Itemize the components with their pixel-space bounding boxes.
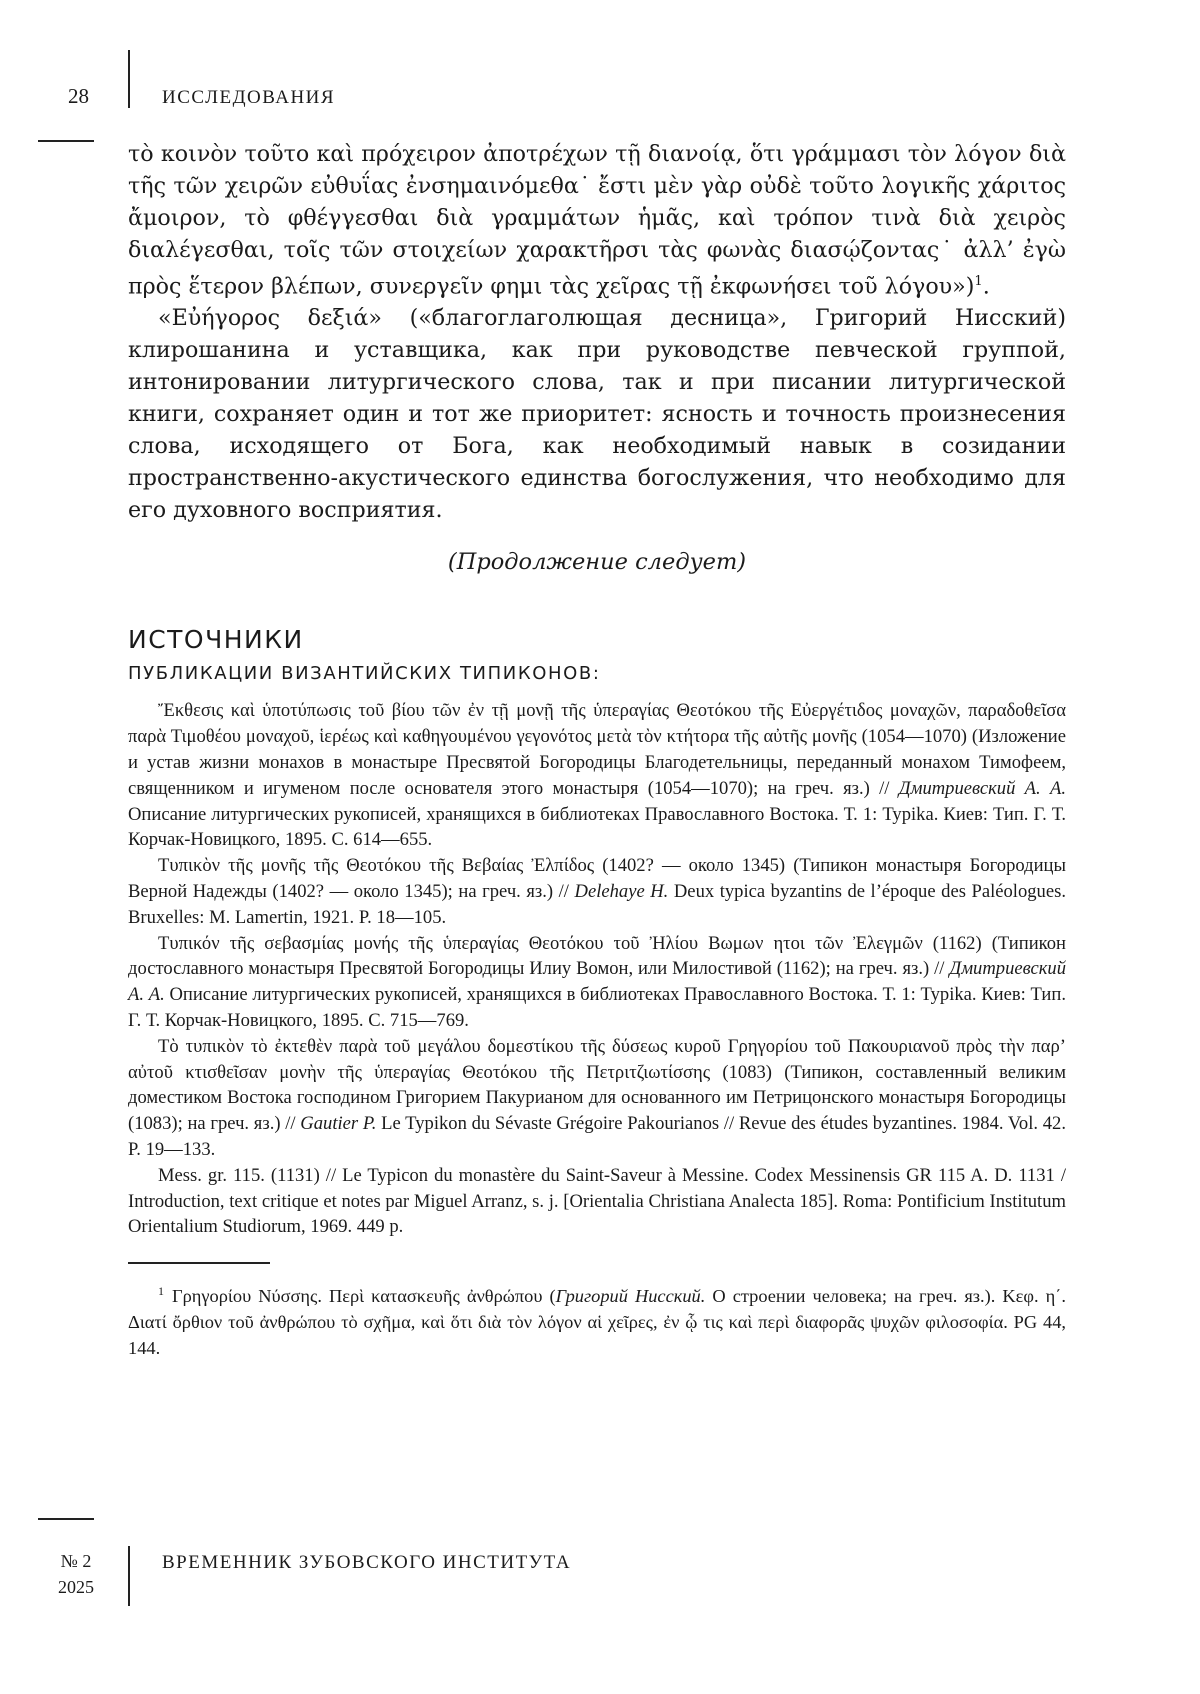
header-vertical-rule xyxy=(128,50,130,108)
reference-entry xyxy=(128,698,1066,853)
reference-text: Mess. gr. 115. (1131) // Le Typicon du monastère du Saint-Saveur à Messine. Codex Messinensis GR 115 A. D. 1131 / Introduction, text critique et notes par Miguel Arranz, s. j. [Orientalia Christiana Analecta 185]. Roma: Pontificium Institutum Orientalium Studiorum, 1969. 449 p. xyxy=(128,1164,1066,1238)
journal-title: ВРЕМЕННИК ЗУБОВСКОГО ИНСТИТУТА xyxy=(162,1552,572,1573)
body-paragraph: «Εὐήγορος δεξιά» («благоглаголющая десница», Григорий Нисский) клирошанина и уставщика, как при руководстве певческой группой, интонировании литургического слова, так и при писании литургической книги, сохраняет один и тот же приоритет: ясность и точность произнесения слова, исходящего от Бога, как необходимый навык в созидании пространственно-акустического единства богослужения, что необходимо для его духовного восприятия. xyxy=(128,305,1066,524)
footnote-number: 1 xyxy=(158,1283,164,1298)
footnote-rule xyxy=(128,1262,270,1264)
reference-entry xyxy=(128,1163,1066,1240)
issue-year: 2025 xyxy=(58,1577,94,1597)
footnote-text: О строении человека; на греч. яз.). Κεφ. η΄. Διατί ὄρθιον τοῦ ἀνθρώπου τὸ σχῆμα, καὶ ὅτι διὰ τὸν λόγον αἱ χεῖρες, ἐν ᾧ τις καὶ περὶ διαφορᾶς ψυχῶν φιλοσοφία. PG 44, 144. xyxy=(128,1285,1066,1358)
reference-author: Delehaye H. xyxy=(574,880,669,902)
issue-number: № 2 xyxy=(60,1551,92,1571)
running-head: ИССЛЕДОВАНИЯ xyxy=(162,87,336,108)
footnote-ref[interactable]: 1 xyxy=(974,274,983,289)
reference-author: Gautier P. xyxy=(300,1113,377,1135)
reference-text: Описание литургических рукописей, хранящихся в библиотеках Православного Востока. Т. 1: Typika. Киев: Тип. Г. Т. Корчак-Новицкого, 1895. С. 614—655. xyxy=(128,803,1066,851)
page-number: 28 xyxy=(68,84,89,108)
reference-text: Le Typikon du Sévaste Grégoire Pakourianos // Revue des études byzantines. 1984. Vol. 42. P. 19—133. xyxy=(128,1113,1066,1160)
reference-text: Описание литургических рукописей, хранящихся в библиотеках Православного Востока. Т. 1: Typika. Киев: Тип. Г. Т. Корчак-Новицкого, 1895. С. 715—769. xyxy=(128,984,1066,1031)
reference-text: Ἔκθεσις καὶ ὑποτύπωσις τοῦ βίου τῶν ἐν τῇ μονῇ τῆς ὑπεραγίας Θεοτόκου τῆς Εὐεργέτιδος μοναχῶν, παραδοθεῖσα παρὰ Τιμοθέου μοναχοῦ, ἱερέως καὶ καθηγουμένου γεγονότος μετὰ τὸν κτήτορα τῆς αὐτῆς μονῆς (1054—1070) (Изложение и устав жизни монахов в монастыре Пресвятой Богородицы Благодетельницы, переданный монахом Тимофеем, священником и игуменом после основателя этого монастыря (1054—1070); на греч. яз.) // xyxy=(128,700,1066,799)
margin-rule-top xyxy=(38,140,94,142)
sources-subheading: ПУБЛИКАЦИИ ВИЗАНТИЙСКИХ ТИПИКОНОВ: xyxy=(128,663,601,685)
footer-vertical-rule xyxy=(128,1546,130,1606)
reference-text: Τυπικόν τῆς σεβασμίας μονής τῆς ὑπεραγίας Θεοτόκου τοῦ Ἠλίου Βωμων ητοι τῶν Ἐλεγμῶν (1162) (Типикон достославного монастыря Пресвятой Богородицы Илиу Вомон, или Милостивой (1162); на греч. яз.) // xyxy=(128,932,1066,980)
reference-entry xyxy=(128,931,1066,1034)
issue-block xyxy=(52,1548,100,1600)
reference-author: Дмитриевский А. А. xyxy=(128,958,1066,1006)
reference-text: Deux typica byzantins de l’époque des Paléologues. Bruxelles: M. Lamertin, 1921. P. 18—105. xyxy=(128,880,1066,928)
reference-text: Τὸ τυπικὸν τὸ ἐκτεθὲν παρὰ τοῦ μεγάλου δομεστίκου τῆς δύσεως κυροῦ Γρηγορίου τοῦ Πακουριανοῦ πρὸς τὴν παρ’ αὐτοῦ κτισθεῖσαν μονὴν τῆς ὑπεραγίας Θεοτόκου τῆς Πετριτζιωτίσσης (1083) (Типикон, составленный великим доместиком Востока господином Григорием Пакурианом для основанного им Петрицонского монастыря Богородицы (1083); на греч. яз.) // xyxy=(128,1035,1066,1135)
greek-quote-paragraph: τὸ κοινὸν τοῦτο καὶ πρόχειρον ἀποτρέχων τῇ διανοίᾳ, ὅτι γράμμασι τὸν λόγον διὰ τῆς τῶν χειρῶν εὐθυΐας ἐνσημαινόμεθα˙ ἔστι μὲν γὰρ οὐδὲ τοῦτο λογικῆς χάριτος ἄμοιρον, τὸ φθέγγεσθαι διὰ γραμμάτων ἡμᾶς, καὶ τρόπον τινὰ διὰ χειρὸς διαλέγεσθαι, τοῖς τῶν στοιχείων χαρακτῆρσι τὰς φωνὰς διασῴζοντας˙ ἀλλ’ ἐγὼ πρὸς ἕτερον βλέπων, συνεργεῖν φημι τὰς χεῖρας τῇ ἐκφωνήσει τοῦ λόγου»)$^1$. xyxy=(128,141,1066,300)
page-content xyxy=(128,138,1066,1361)
reference-entry xyxy=(128,853,1066,930)
sources-heading: ИСТОЧНИКИ xyxy=(128,625,304,655)
reference-text: Τυπικὸν τῆς μονῆς τῆς Θεοτόκου τῆς Βεβαίας Ἐλπίδος (1402? — около 1345) (Типикон монастыря Богородицы Верной Надежды (1402? — около 1345); на греч. яз.) // xyxy=(128,855,1066,902)
reference-author: Дмитриевский А. А. xyxy=(898,777,1066,799)
to-be-continued: (Продолжение следует) xyxy=(447,549,747,576)
footnote-author: Григорий Нисский. xyxy=(555,1285,706,1306)
footnote xyxy=(128,1278,1066,1361)
reference-entry xyxy=(128,1034,1066,1163)
greek-quote-text: τὸ κοινὸν τοῦτο καὶ πρόχειρον ἀποτρέχων τῇ διανοίᾳ, ὅτι γράμμασι τὸν λόγον διὰ τῆς τῶν χειρῶν εὐθυΐας ἐνσημαινόμεθα˙ ἔστι μὲν γὰρ οὐδὲ τοῦτο λογικῆς χάριτος ἄμοιρον, τὸ φθέγγεσθαι διὰ γραμμάτων ἡμᾶς, καὶ τρόπον τινὰ διὰ χειρὸς διαλέγεσθαι, τοῖς τῶν στοιχείων χαρακτῆρσι τὰς φωνὰς διασῴζοντας˙ ἀλλ’ ἐγὼ πρὸς ἕτερον βλέπων, συνεργεῖν φημι τὰς χεῖρας τῇ ἐκφωνήσει τοῦ λόγου») xyxy=(128,141,1066,300)
footnote-text: Γρηγορίου Νύσσης. Περὶ κατασκευῆς ἀνθρώπου ( xyxy=(172,1285,556,1306)
margin-rule-bottom xyxy=(38,1518,94,1520)
